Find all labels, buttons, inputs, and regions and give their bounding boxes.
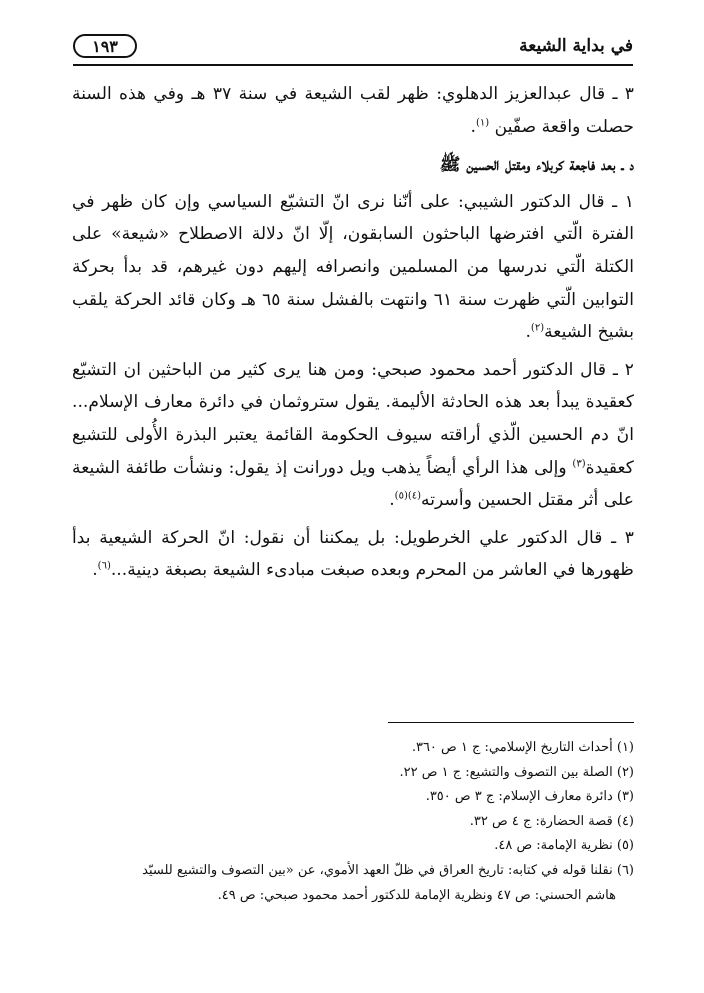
paragraph-subhi: ٢ ـ قال الدكتور أحمد محمود صبحي: ومن هنا يرى كثير من الباحثين ان التشيّع كعقيدة يبدأ بعد هذه الحادثة الأليمة. يقول ستروثمان في دائرة معارف الإسلام... انّ دم الحسين الّذي أراقته سيوف الحكومة القائمة يعتبر البذرة الأُولى للتشيع كعقيدة$^{(٣)}$ وإلى هذا الرأي أيضاً يذهب ويل دورانت إذ يقول: ونشأت طائفة الشيعة على أثر مقتل الحسين وأسرته$^{(٤)(٥)}$. bbox=[72, 359, 634, 511]
paragraph-kharbutli: ٣ ـ قال الدكتور علي الخرطويل: بل يمكننا أن نقول: انّ الحركة الشيعية بدأ ظهورها في العاشر من المحرم وبعده صبغت مبادىء الشيعة بصبغة دينية...$^{(٦)}$. bbox=[72, 527, 634, 581]
footnote-ref: (٣) bbox=[572, 457, 586, 469]
page-number: ١٩٣ bbox=[73, 34, 137, 58]
main-text bbox=[72, 78, 634, 587]
paragraph-dehlawi: ٣ ـ قال عبدالعزيز الدهلوي: ظهر لقب الشيعة في سنة ٣٧ هـ وفي هذه السنة حصلت واقعة صفّين $^{(١)}$. bbox=[72, 84, 634, 137]
footnote: (١) أحداث التاريخ الإسلامي: ج ١ ص ٣٦٠. bbox=[411, 740, 634, 755]
footnote: (٤) قصة الحضارة: ج ٤ ص ٣٢. bbox=[469, 813, 634, 829]
paragraph-text: ٣ ـ قال عبدالعزيز الدهلوي: ظهر لقب الشيعة في سنة ٣٧ هـ وفي هذه السنة حصلت واقعة صفّين bbox=[72, 84, 634, 137]
section-heading-text: د ـ بعد فاجعة كربلاء ومقتل الحسين bbox=[466, 155, 634, 176]
footnotes bbox=[76, 736, 634, 908]
footnote-ref: (٦) bbox=[97, 560, 111, 572]
footnote: (٥) نظرية الإمامة: ص ٤٨. bbox=[494, 838, 634, 854]
footnote-ref: (٢) bbox=[530, 322, 545, 334]
paragraph-text: وإلى هذا الرأي أيضاً يذهب ويل دورانت إذ يقول: ونشأت طائفة الشيعة على أثر مقتل الحسين وأسرته bbox=[72, 457, 634, 511]
running-title: في بداية الشيعة bbox=[519, 36, 633, 56]
footnote: (٢) الصلة بين التصوف والتشيع: ج ١ ص ٢٢. bbox=[399, 764, 634, 780]
footnote: (٦) نقلنا قوله في كتابه: تاريخ العراق في ظلّ العهد الأموي، عن «بين التصوف والتشيع للسيّد bbox=[142, 862, 634, 878]
paragraph-text: ٢ ـ قال الدكتور أحمد محمود صبحي: ومن هنا يرى كثير من الباحثين ان التشيّع كعقيدة يبدأ بعد هذه الحادثة الأليمة. يقول ستروثمان في دائرة معارف الإسلام... انّ دم الحسين الّذي أراقته سيوف الحكومة القائمة يعتبر البذرة الأُولى للتشيع كعقيدة bbox=[72, 359, 634, 478]
footnote: (٣) دائرة معارف الإسلام: ج ٣ ص ٣٥٠. bbox=[425, 789, 634, 805]
paragraph-text: ١ ـ قال الدكتور الشيبي: على أنّنا نرى انّ التشيّع السياسي وإن كان ظهر في الفترة الّتي افترضها الباحثون السابقون، إلّا انّ دلالة الاصطلاح «شيعة» على الكتلة الّتي ندرسها من المسلمين وانصرافه إليهم دون غيرهم، قد بدأ بحركة التوابين الّتي ظهرت سنة ٦١ وانتهت بالفشل سنة ٦٥ هـ وكان قائد الحركة يلقب بشيخ الشيعة bbox=[72, 191, 634, 343]
paragraph-shibi: ١ ـ قال الدكتور الشيبي: على أنّنا نرى انّ التشيّع السياسي وإن كان ظهر في الفترة الّتي افترضها الباحثون السابقون، إلّا انّ دلالة الاصطلاح «شيعة» على الكتلة الّتي ندرسها من المسلمين وانصرافه إليهم دون غيرهم، قد بدأ بحركة التوابين الّتي ظهرت سنة ٦١ وانتهت بالفشل سنة ٦٥ هـ وكان قائد الحركة يلقب بشيخ الشيعة$^{(٢)}$. bbox=[72, 191, 634, 343]
footnote-continuation: هاشم الحسني: ص ٤٧ ونظرية الإمامة للدكتور أحمد محمود صبحي: ص ٤٩. bbox=[217, 887, 616, 903]
footnote-ref: (١) bbox=[475, 116, 490, 128]
footnote-ref: (٤)(٥) bbox=[394, 490, 422, 502]
section-heading bbox=[72, 149, 634, 182]
paragraph-text: ٣ ـ قال الدكتور علي الخرطويل: بل يمكننا أن نقول: انّ الحركة الشيعية بدأ ظهورها في العاشر من المحرم وبعده صبغت مبادىء الشيعة بصبغة دينية... bbox=[72, 527, 634, 581]
footnote-divider bbox=[388, 722, 634, 723]
honorific-symbol: ﷺ bbox=[439, 155, 461, 176]
page-header bbox=[73, 34, 633, 66]
